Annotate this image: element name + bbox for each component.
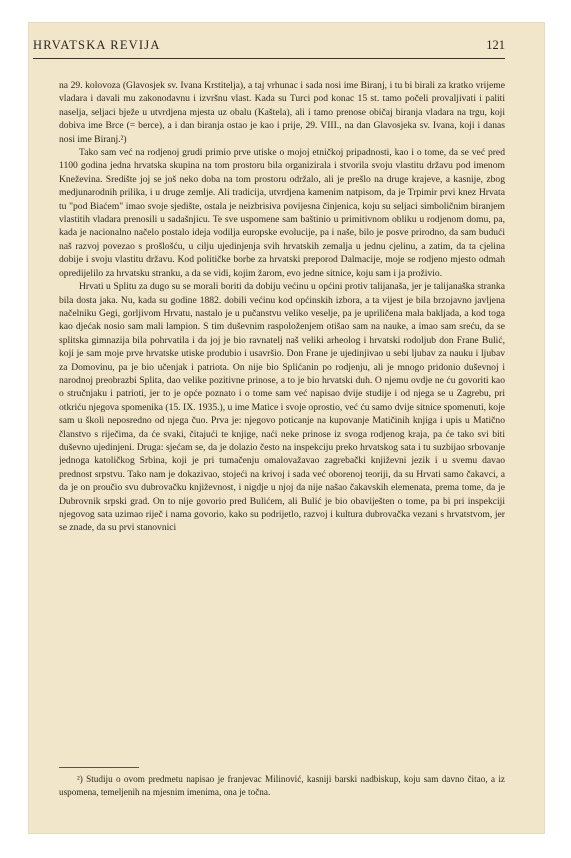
footnote [59,773,505,798]
body-text [59,79,505,679]
footnote-text: ²) Studiju o ovom predmetu napisao je franjevac Milinović, kasniji barski nadbiskup, koju sam davno čitao, a iz uspomena, temeljenih na mjesnim imenima, ona je točna. [59,774,505,797]
journal-title: HRVATSKA REVIJA [33,38,161,52]
paragraph-1: na 29. kolovoza (Glavosjek sv. Ivana Krstitelja), a taj vrhunac i sada nosi ime Biranj, i tu bi birali za kratko vrijeme vladara i davali mu zakonodavnu i izvršnu vlast. Kada su Turci pod konac 15 st. tamo počeli provaljivati i paliti naselja, seljaci bježe u utvrdjena mjesta uz obalu (Kaštela), ali i tamo prenose običaj biranja vladara na trgu, koji dobiva ime Brce (= berce), a i dan biranja ostao je kao i prije, 29. VIII., na dan Glavosjeka sv. Ivana, koji i danas nosi ime Biranj.²) [59,80,505,145]
running-header [33,36,505,59]
paragraph-2: Tako sam već na rodjenoj grudi primio prve utiske o mojoj etničkoj pripadnosti, kao i o tome, da se već pred 1100 godina jedna hrvatska skupina na tom prostoru bila organizirala i stvorila svoju vlastitu državu pod imenom Kneževina. Središte joj se još neko doba na tom prostoru održalo, ali je prešlo na druge krajeve, a kasnije, zbog medjunarodnih prilika, i u druge zemlje. Ali tradicija, utvrdjena kamenim natpisom, da je Trpimir prvi knez Hrvata tu "pod Biaćem" imao svoje sjedište, ostala je neizbrisiva povijesna činjenica, koju su seljaci simboličnim biranjem vlastitih vladara prenosili u sadašnjicu. Te sve uspomene sam baštinio u primitivnom obliku u rodjenom domu, pa, kada je nacionalno načelo postalo ideja vodilja europske evolucije, pa i naše, bilo je posve prirodno, da sam budući naš razvoj povezao s prošlošću, u cilju ujedinjenja svih hrvatskih zemalja u jednu cjelinu, a zatim, da ta cjelina dobije i svoju vlastitu državu. Kod političke borbe za hrvatski preporod Dalmacije, moje se rodjeno mjesto odmah opredijelilo za hrvatsku stranku, a da se vidi, kojim žarom, evo jedne sitnice, koju sam i ja proživio. [59,147,505,279]
footnote-divider [59,767,139,768]
page-number: 121 [486,38,505,52]
paragraph-3: Hrvati u Splitu za dugo su se morali boriti da dobiju većinu u općini protiv talijanaša, jer je talijanaška stranka bila dosta jaka. Nu, kada su godine 1882. dobili većinu kod općinskih izbora, a ta vijest je bila brzojavno javljena načelniku Gegi, gorljivom Hrvatu, nastalo je u pučanstvu veliko veselje, pa je upriličena mala bakljada, a kod toga kao djećak nosio sam mali lampion. S tim duševnim raspoloženjem otišao sam na nauke, a imao sam sreću, da se splitska gimnazija bila pohrvatila i da joj je bio ravnatelj naš veliki arheolog i hrvatski rodoljub don Frane Bulić, koji je sam moje prve hrvatske utiske produbio i usavršio. Don Frane je ujedinjivao u sebi ljubav za nauku i ljubav za Domovinu, pa je bio učenjak i patriota. On nije bio Splićanin po rodjenju, ali je mnogo pridonio duševnoj i narodnoj preobrazbi Splita, dao velike pozitivne prinose, a to je bio hrvatski duh. O njemu ovdje ne ću govoriti kao o stručnjaku i patrioti, jer to je opće poznato i o tome sam već napisao dvije studije i od njega se u Zagrebu, pri otkriću njegova spomenika (15. IX. 1935.), u ime Matice i svoje oprostio, već ću samo dvije sitnice spomenuti, koje sam u školi neposredno od njega čuo. Prva je: njegovo poticanje na kupovanje Matičinih knjiga i upis u Matično članstvo s riječima, da će svaki, čitajući te knjige, naći neke prinose iz svoga rodjenog kraja, pa će tako svi biti duševno ujedinjeni. Druga: sjećam se, da je dolazio često na inspekciju preko hrvatskog sata i tu suzbijao srbovanje jednoga katoličkog Srbina, koji je pri tumačenju omalovažavao zagrebački književni jezik i u svemu davao prednost srpstvu. Tako nam je dokazivao, stojeći na krivoj i sada već oborenoj teoriji, da su Hrvati samo čakavci, a da je on proučio svu dubrovačku književnost, i nigdje u njoj da nije našao čakavskih elemenata, prema tome, da je Dubrovnik srpski grad. On to nije govorio pred Bulićem, ali Bulić je bio obaviješten o tome, pa bi pri inspekciji njegovog sata uzimao riječ i nama govorio, kako su podrijetlo, razvoj i kultura dubrovačka vezani s hrvatstvom, jer se znade, da su prvi stanovnici [59,281,505,534]
